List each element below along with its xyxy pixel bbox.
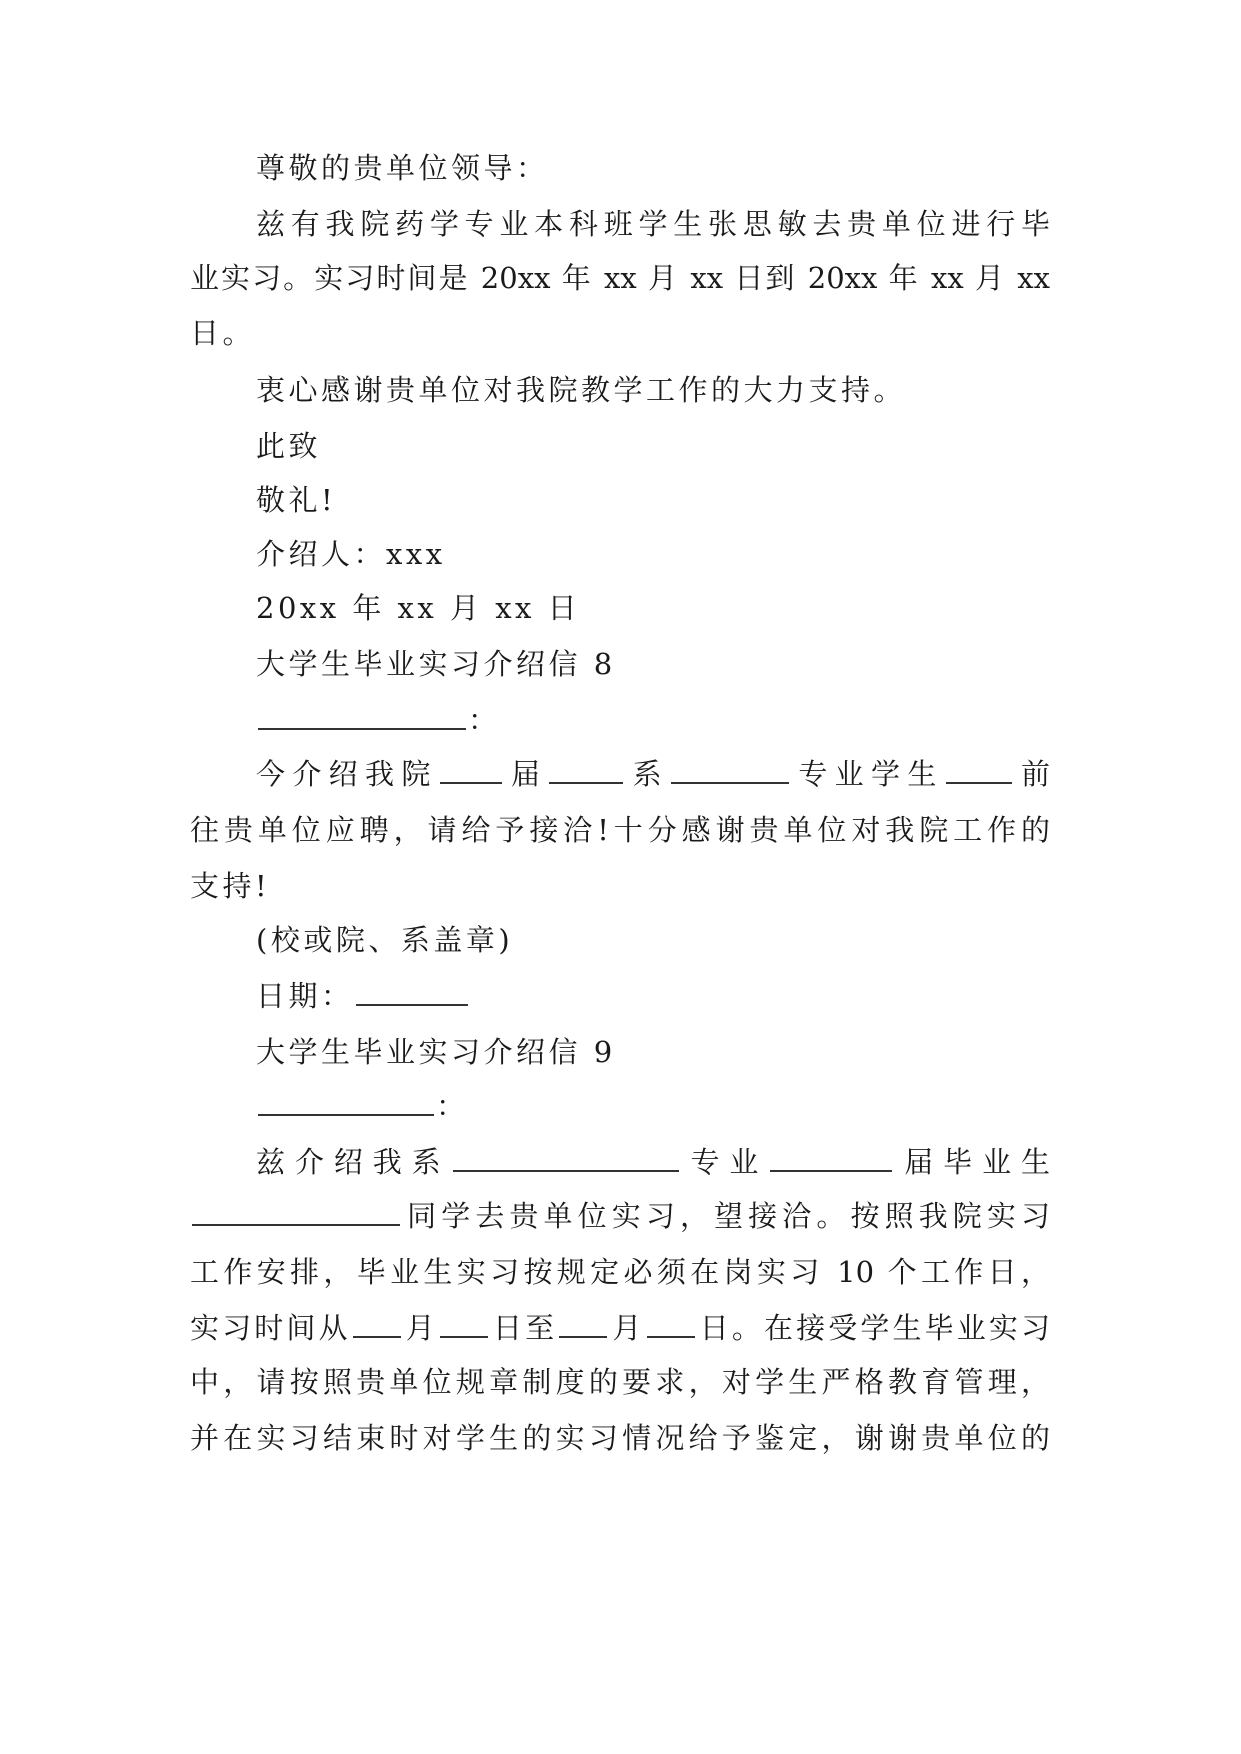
text-segment: 同学去贵单位实习，望接洽。按照我院实习 [402, 1199, 1050, 1233]
text-segment: 月 [609, 1311, 645, 1345]
body-line: 日。 [190, 316, 256, 350]
text-segment: 届 [503, 757, 548, 791]
text-segment: 日。在接受学生毕业实习 [696, 1311, 1050, 1345]
body-line: 兹有我院药学专业本科班学生张思敏去贵单位进行毕 [256, 207, 1050, 241]
salutation: 尊敬的贵单位领导： [256, 151, 549, 185]
colon: ： [436, 1089, 469, 1123]
letter-heading: 大学生毕业实习介绍信 9 [256, 1035, 616, 1069]
text-segment: 系 [625, 757, 669, 791]
blank-field [440, 756, 502, 784]
date-line: 20xx 年 xx 月 xx 日 [256, 591, 581, 625]
recipient-line [256, 702, 501, 738]
blank-field [356, 978, 468, 1006]
letter-heading: 大学生毕业实习介绍信 8 [256, 647, 616, 681]
text-segment: 前 [1013, 757, 1050, 791]
body-line: 中，请按照贵单位规章制度的要求，对学生严格教育管理， [190, 1365, 1050, 1399]
blank-field [258, 702, 466, 730]
body-line: 往贵单位应聘，请给予接洽!十分感谢贵单位对我院工作的 [190, 813, 1050, 847]
body-line [256, 1144, 1050, 1180]
blank-field [258, 1088, 434, 1116]
text-segment: 届毕业生 [894, 1145, 1050, 1179]
body-line: 工作安排，毕业生实习按规定必须在岗实习 10 个工作日， [190, 1255, 1050, 1289]
text-segment: 今介绍我院 [256, 757, 438, 791]
text-segment: 兹介绍我系 [256, 1145, 451, 1179]
closing-line: 此致 [256, 429, 322, 463]
seal-line: (校或院、系盖章) [256, 923, 514, 957]
text-segment: 日至 [489, 1311, 558, 1345]
blank-field [671, 756, 789, 784]
colon: ： [468, 703, 501, 737]
blank-field [549, 756, 623, 784]
closing-line: 敬礼! [256, 483, 337, 517]
text-segment: 日期： [256, 979, 354, 1013]
body-line [190, 1198, 1050, 1234]
text-segment: 实习时间从 [190, 1311, 351, 1345]
blank-field [453, 1144, 679, 1172]
text-segment: 专业学生 [791, 757, 944, 791]
blank-field [440, 1310, 488, 1338]
recipient-line [256, 1088, 469, 1124]
blank-field [559, 1310, 607, 1338]
introducer-line: 介绍人：xxx [256, 537, 446, 571]
blank-field [192, 1198, 400, 1226]
body-line: 支持! [190, 869, 271, 903]
body-line [256, 756, 1050, 792]
blank-field [770, 1144, 892, 1172]
blank-field [647, 1310, 695, 1338]
body-line: 业实习。实习时间是 20xx 年 xx 月 xx 日到 20xx 年 xx 月 xx [190, 261, 1050, 295]
blank-field [353, 1310, 401, 1338]
body-line [190, 1310, 1050, 1346]
thanks-line: 衷心感谢贵单位对我院教学工作的大力支持。 [256, 373, 907, 407]
body-line: 并在实习结束时对学生的实习情况给予鉴定，谢谢贵单位的 [190, 1421, 1050, 1455]
blank-field [946, 756, 1012, 784]
text-segment: 月 [402, 1311, 438, 1345]
text-segment: 专业 [680, 1145, 769, 1179]
date-field-line [256, 978, 470, 1014]
